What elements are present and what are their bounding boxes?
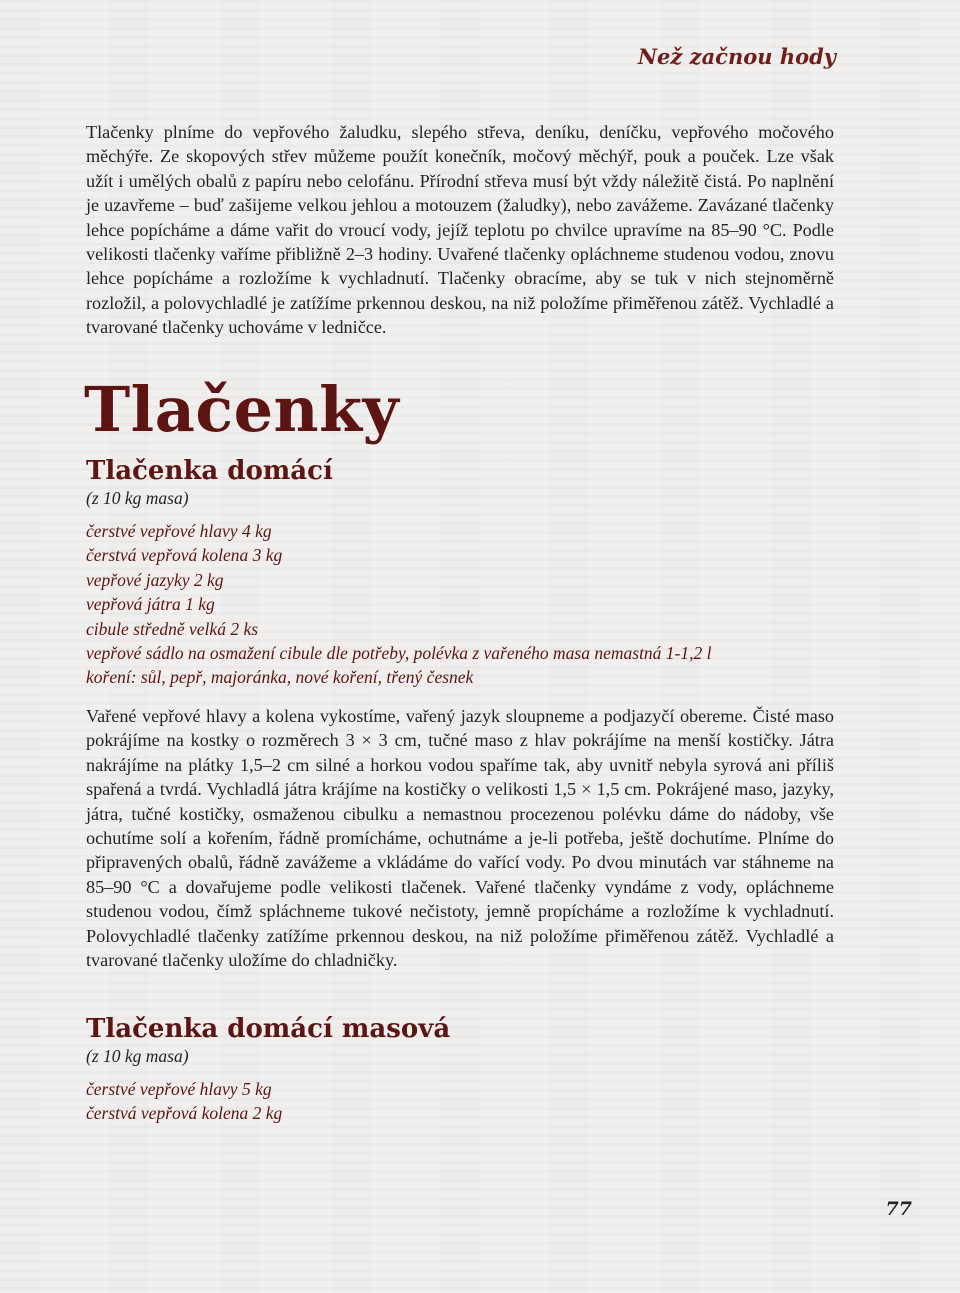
ingredient-item: vepřová játra 1 kg: [86, 594, 215, 615]
ingredient-item: čerstvé vepřové hlavy 4 kg: [86, 521, 272, 541]
recipe-title: Tlačenka domácí: [86, 456, 333, 486]
chapter-title: Tlačenky: [84, 373, 400, 446]
ingredient-list: [86, 519, 834, 690]
recipe-tlacenka-domaci-masova: [86, 1013, 834, 1126]
intro-paragraph: Tlačenky plníme do vepřového žaludku, slepého střeva, deníku, deníčku, vepřového močového měchýře. Ze skopových střev můžeme použít konečník, močový měchýř, pouk a pouček. Lze však užít i umělých obalů z papíru nebo celofánu. Přírodní střeva musí být vždy náležitě čistá. Po naplnění je uzavřeme – buď zašijeme velkou jehlou a motouzem (žaludky), nebo zavážeme. Zavázané tlačenky lehce popícháme a dáme vařit do vroucí vody, jejíž teplotu po chvilce upravíme na 85–90 °C. Podle velikosti tlačenky vaříme přibližně 2–3 hodiny. Uvařené tlačenky opláchneme studenou vodou, znovu lehce popícháme a rozložíme k vychladnutí. Tlačenky obracíme, aby se tuk v nich stejnoměrně rozložil, a polovychladlé je zatížíme prkennou deskou, na niž položíme přiměřenou zátěž. Vychladlé a tvarované tlačenky uchováme v ledničce.: [86, 122, 834, 338]
ingredient-item: čerstvá vepřová kolena 2 kg: [86, 1103, 283, 1124]
ingredient-item: vepřové sádlo na osmažení cibule dle potřeby, polévka z vařeného masa nemastná 1-1,2 l: [86, 643, 712, 664]
ingredient-item: cibule středně velká 2 ks: [86, 618, 259, 639]
ingredient-list: [86, 1077, 834, 1126]
ingredient-item: koření: sůl, pepř, majoránka, nové koření, třený česnek: [86, 667, 474, 688]
page-number: 77: [885, 1198, 912, 1220]
recipe-yield: (z 10 kg masa): [86, 488, 189, 508]
recipe-yield: (z 10 kg masa): [86, 1046, 189, 1066]
ingredient-item: čerstvá vepřová kolena 3 kg: [86, 545, 283, 566]
recipe-method: Vařené vepřové hlavy a kolena vykostíme, vařený jazyk sloupneme a podjazyčí obereme. Čisté maso pokrájíme na kostky o rozměrech 3 × 3 cm, tučné maso z hlav pokrájíme na menší kostičky. Játra nakrájíme na plátky 1,5–2 cm silné a horkou vodou spaříme tak, aby uvnitř nebyla syrová ani příliš spařená a tvrdá. Vychladlá játra krájíme na kostičky o velikosti 1,5 × 1,5 cm. Pokrájené maso, jazyky, játra, tučné kostičky, osmaženou cibulku a nemastnou procezenou polévku dáme do nádoby, vše ochutíme solí a kořením, řádně promícháme, ochutnáme a je-li potřeba, ještě dochutíme. Plníme do připravených obalů, řádně zavážeme a vkládáme do vařící vody. Po dvou minutách var stáhneme na 85–90 °C a dovařujeme podle velikosti tlačenek. Vařené tlačenky vyndáme z vody, opláchneme studenou vodou, čímž spláchneme tukové nečistoty, jemně propícháme a rozložíme k vychladnutí. Polovychladlé tlačenky zatížíme prkennou deskou, na niž položíme přiměřenou zátěž. Vychladlé a tvarované tlačenky uložíme do chladničky.: [86, 706, 834, 971]
running-head: Než začnou hody: [637, 44, 836, 69]
recipe-title: Tlačenka domácí masová: [86, 1014, 451, 1044]
ingredient-item: vepřové jazyky 2 kg: [86, 569, 224, 590]
ingredient-item: čerstvé vepřové hlavy 5 kg: [86, 1079, 272, 1099]
recipe-tlacenka-domaci: [86, 455, 834, 971]
